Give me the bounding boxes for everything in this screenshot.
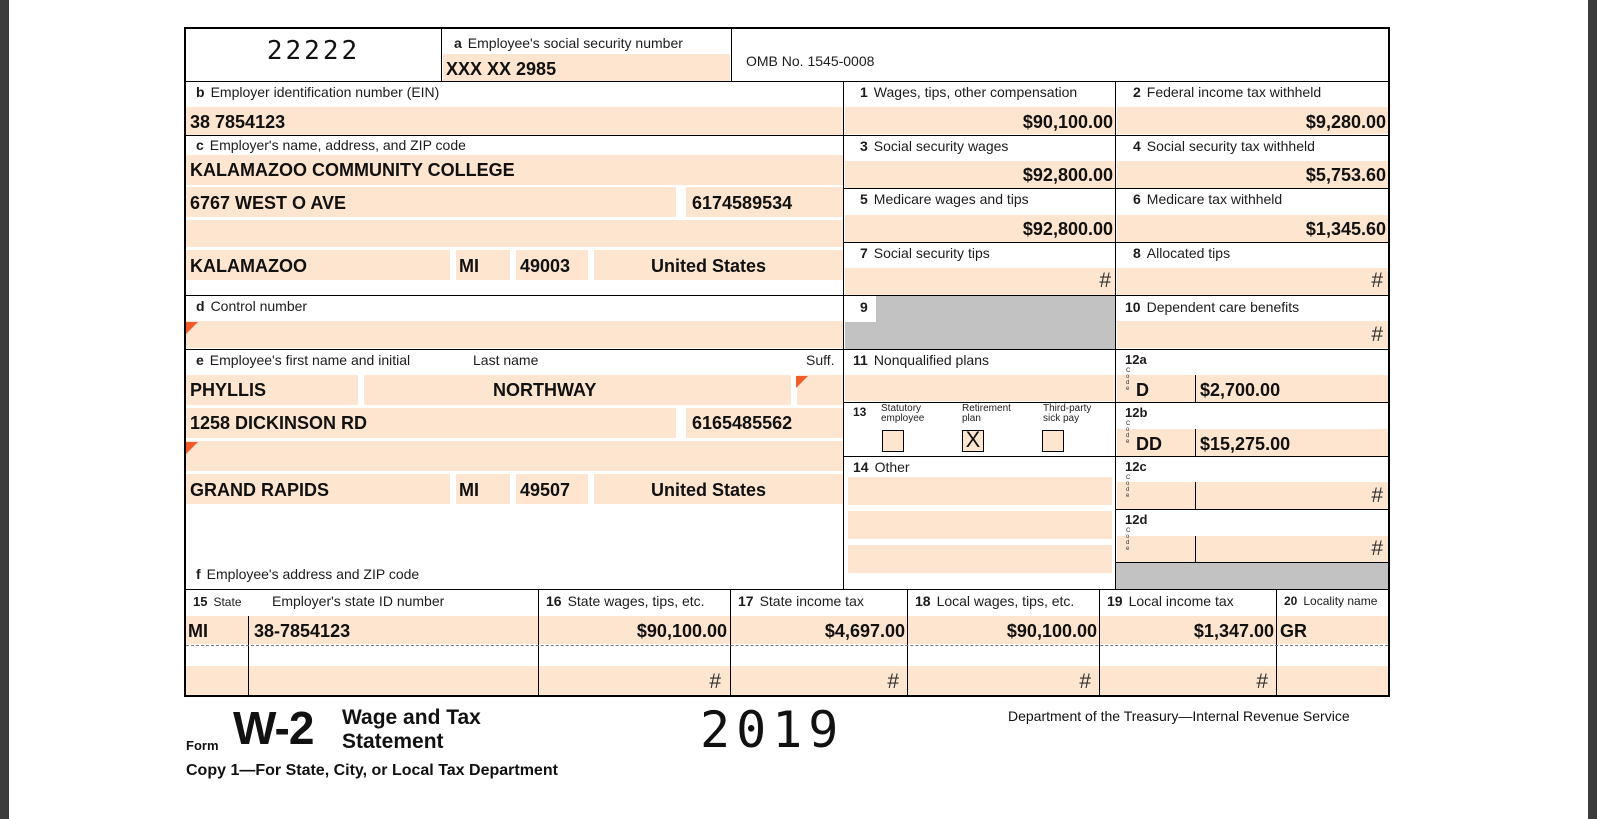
- control-flag-icon: [186, 322, 198, 334]
- box14-line3-field[interactable]: [848, 545, 1112, 573]
- omb-number: OMB No. 1545-0008: [746, 53, 875, 69]
- box12a-code-field[interactable]: D: [1136, 380, 1149, 400]
- suffix-label: Suff.: [806, 352, 835, 368]
- statutory-checkbox[interactable]: [882, 430, 904, 452]
- employer-state-field[interactable]: MI: [459, 256, 479, 276]
- employer-zip-field[interactable]: 49003: [520, 256, 571, 276]
- box12-shaded: [1116, 563, 1389, 589]
- box-c-label: c Employer's name, address, and ZIP code: [196, 137, 466, 153]
- box12d-code-word: Code: [1126, 528, 1131, 552]
- box12b-label: 12b: [1125, 405, 1148, 420]
- employee-city-field[interactable]: GRAND RAPIDS: [190, 480, 330, 500]
- thirdparty-label: Third-party sick pay: [1043, 403, 1092, 424]
- copy-designation: Copy 1—For State, City, or Local Tax Department: [186, 762, 558, 779]
- local-wages-field-2[interactable]: #: [1079, 670, 1091, 693]
- box17-label: 17 State income tax: [738, 593, 864, 609]
- box-f-label: f Employee's address and ZIP code: [196, 566, 420, 582]
- state-field[interactable]: MI: [188, 621, 208, 641]
- box12b-code-word: Code: [1126, 421, 1131, 445]
- employer-phone-field[interactable]: 6174589534: [692, 193, 793, 213]
- box3-ss-wages-field[interactable]: $92,800.00: [1022, 165, 1113, 185]
- viewer-right-edge: [1588, 0, 1597, 819]
- employer-city-field[interactable]: KALAMAZOO: [190, 256, 307, 276]
- box11-nonqualified-field[interactable]: [845, 375, 1115, 401]
- address-flag-icon: [186, 442, 198, 454]
- suffix-flag-icon: [796, 376, 808, 388]
- box12d-amount-field[interactable]: #: [1371, 537, 1383, 560]
- ein-field[interactable]: 38 7854123: [190, 112, 286, 132]
- box2-label: 2 Federal income tax withheld: [1133, 84, 1322, 100]
- last-name-label: Last name: [473, 352, 539, 368]
- ssn-field[interactable]: XXX XX 2985: [446, 59, 557, 79]
- box12a-label: 12a: [1125, 352, 1147, 367]
- state-wages-field[interactable]: $90,100.00: [636, 621, 727, 641]
- box9-label: 9: [860, 299, 868, 315]
- tax-year: 2019: [700, 701, 845, 759]
- form-word: Form: [186, 738, 219, 753]
- box6-label: 6 Medicare tax withheld: [1133, 191, 1283, 207]
- box-e-label: e Employee's first name and initial: [196, 352, 411, 368]
- employee-first-name-field[interactable]: PHYLLIS: [190, 380, 267, 400]
- box14-line1-field[interactable]: [848, 477, 1112, 505]
- box10-label: 10 Dependent care benefits: [1125, 299, 1300, 315]
- thirdparty-checkbox[interactable]: [1042, 430, 1064, 452]
- form-title-line2: Statement: [342, 730, 444, 753]
- box6-medicare-tax-field[interactable]: $1,345.60: [1305, 219, 1386, 239]
- local-tax-field[interactable]: $1,347.00: [1193, 621, 1274, 641]
- box11-label: 11 Nonqualified plans: [853, 352, 990, 368]
- box15-label: 15 State: [193, 594, 242, 609]
- box2-federal-tax-field[interactable]: $9,280.00: [1305, 112, 1386, 132]
- retirement-checkbox[interactable]: X: [962, 430, 984, 452]
- department-text: Department of the Treasury—Internal Revenue Service: [1008, 708, 1350, 724]
- state-tax-field[interactable]: $4,697.00: [824, 621, 905, 641]
- box5-medicare-wages-field[interactable]: $92,800.00: [1022, 219, 1113, 239]
- box8-allocated-tips-field[interactable]: #: [1371, 269, 1383, 292]
- form-title-line1: Wage and Tax: [342, 706, 481, 729]
- state-wages-field-2[interactable]: #: [709, 670, 721, 693]
- employee-street-field[interactable]: 1258 DICKINSON RD: [190, 413, 368, 433]
- employee-zip-field[interactable]: 49507: [520, 480, 571, 500]
- local-wages-field[interactable]: $90,100.00: [1006, 621, 1097, 641]
- box1-label: 1 Wages, tips, other compensation: [860, 84, 1078, 100]
- box14-line2-field[interactable]: [848, 511, 1112, 539]
- box20-label: 20 Locality name: [1284, 594, 1378, 608]
- box-d-label: d Control number: [196, 298, 308, 314]
- employee-country-field[interactable]: United States: [651, 480, 767, 500]
- employee-last-name-field[interactable]: NORTHWAY: [493, 380, 597, 400]
- employee-state-field[interactable]: MI: [459, 480, 479, 500]
- box16-label: 16 State wages, tips, etc.: [546, 593, 705, 609]
- employer-name-field[interactable]: KALAMAZOO COMMUNITY COLLEGE: [190, 160, 515, 180]
- viewer-left-edge: [0, 0, 9, 819]
- box9-shaded: [876, 296, 1116, 349]
- box10-dependent-care-field[interactable]: #: [1371, 323, 1383, 346]
- box7-ss-tips-field[interactable]: #: [1099, 269, 1111, 292]
- void-code: 22222: [266, 36, 361, 66]
- box4-ss-tax-field[interactable]: $5,753.60: [1305, 165, 1386, 185]
- box14-label: 14 Other: [853, 459, 910, 475]
- box12c-code-word: Code: [1126, 475, 1131, 499]
- box12b-code-field[interactable]: DD: [1136, 434, 1162, 454]
- box1-wages-field[interactable]: $90,100.00: [1022, 112, 1113, 132]
- box-a-label: a Employee's social security number: [454, 35, 683, 51]
- box12b-amount-field[interactable]: $15,275.00: [1200, 434, 1291, 454]
- retirement-label: Retirement plan: [962, 403, 1011, 424]
- box19-label: 19 Local income tax: [1107, 593, 1234, 609]
- locality-name-field[interactable]: GR: [1280, 621, 1307, 641]
- box7-label: 7 Social security tips: [860, 245, 990, 261]
- box5-label: 5 Medicare wages and tips: [860, 191, 1029, 207]
- box8-label: 8 Allocated tips: [1133, 245, 1231, 261]
- box13-label: 13: [853, 405, 867, 419]
- state-id-field[interactable]: 38-7854123: [254, 621, 351, 641]
- box12a-code-word: Code: [1126, 368, 1131, 392]
- state-tax-field-2[interactable]: #: [887, 670, 899, 693]
- employee-phone-field[interactable]: 6165485562: [692, 413, 793, 433]
- box12a-amount-field[interactable]: $2,700.00: [1200, 380, 1281, 400]
- employer-country-field[interactable]: United States: [651, 256, 767, 276]
- box4-label: 4 Social security tax withheld: [1133, 138, 1315, 154]
- box15b-label: Employer's state ID number: [272, 593, 445, 609]
- box18-label: 18 Local wages, tips, etc.: [915, 593, 1075, 609]
- local-tax-field-2[interactable]: #: [1256, 670, 1268, 693]
- box12c-amount-field[interactable]: #: [1371, 484, 1383, 507]
- form-name: W-2: [233, 702, 314, 754]
- box12c-label: 12c: [1125, 459, 1147, 474]
- statutory-label: Statutory employee: [881, 403, 925, 424]
- box12d-label: 12d: [1125, 512, 1148, 527]
- box3-label: 3 Social security wages: [860, 138, 1009, 154]
- box-b-label: b Employer identification number (EIN): [196, 84, 440, 100]
- employer-street-field[interactable]: 6767 WEST O AVE: [190, 193, 347, 213]
